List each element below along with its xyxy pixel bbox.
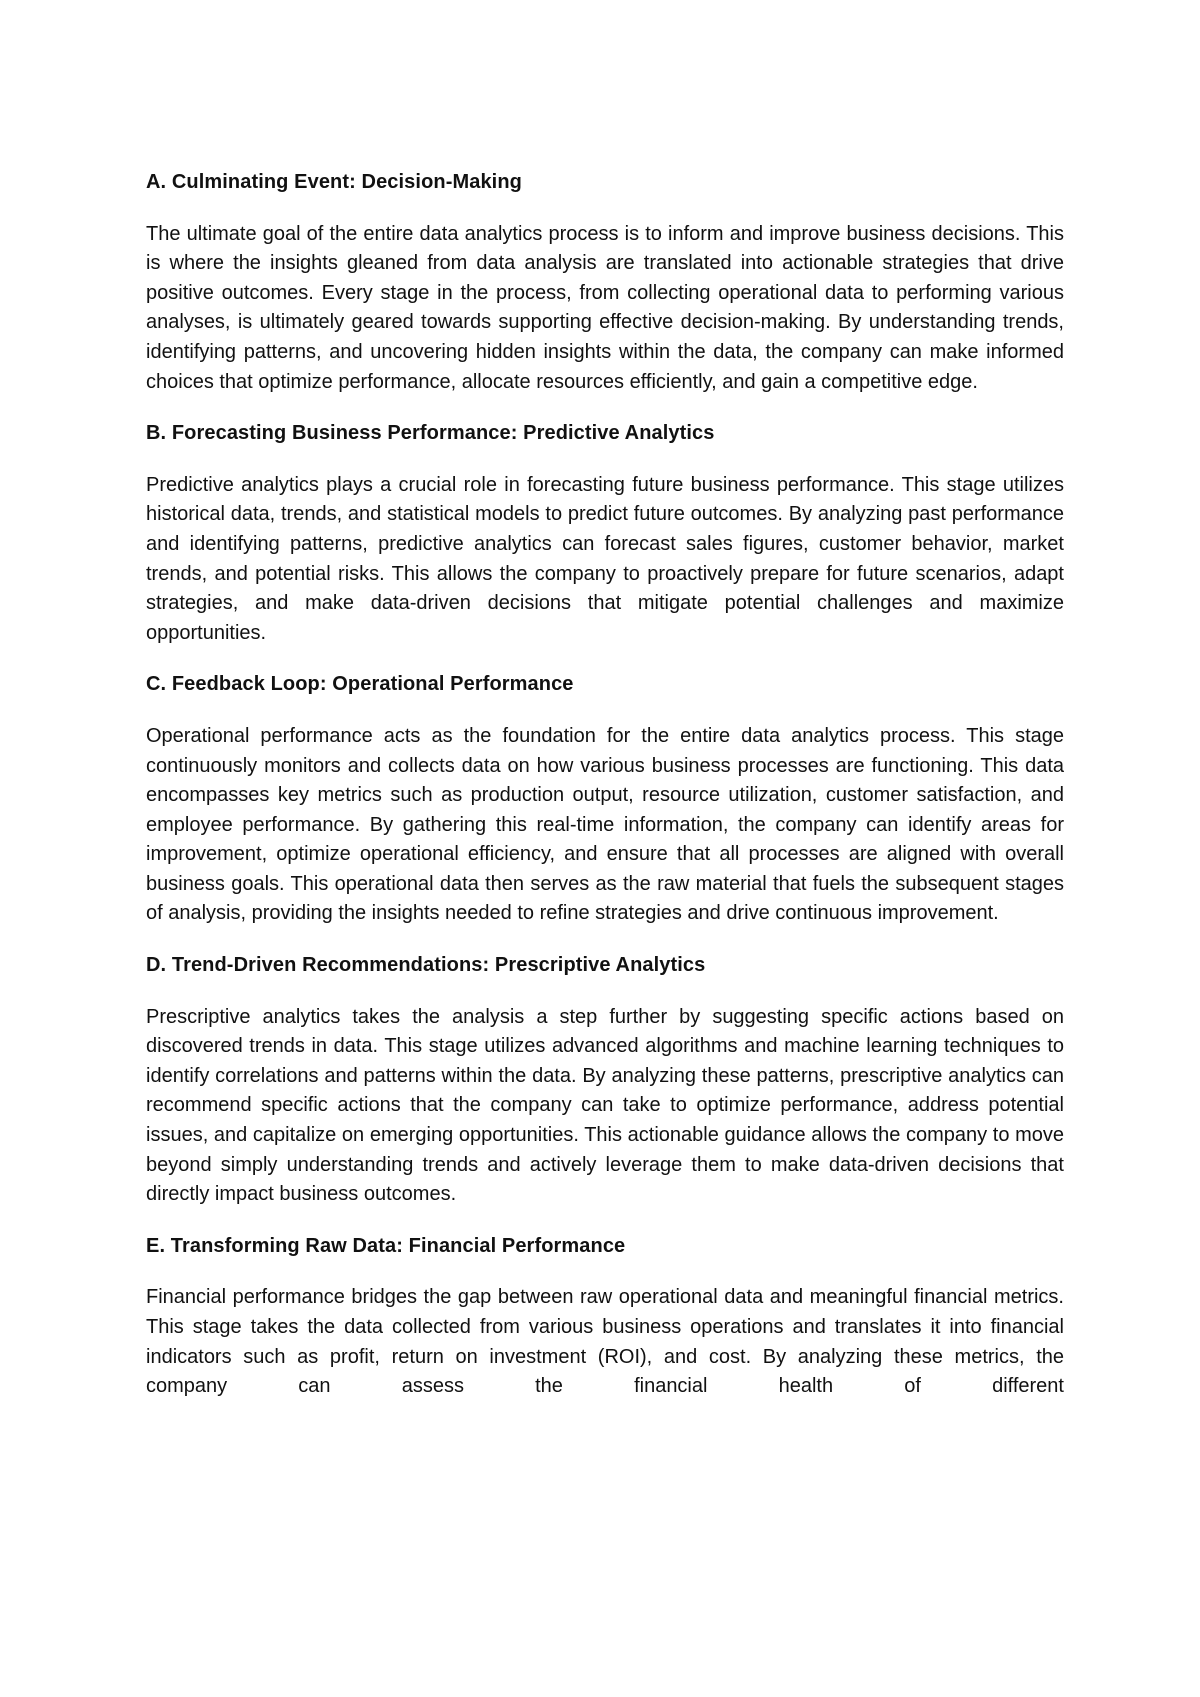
section-paragraph: Operational performance acts as the foundation for the entire data analytics process. This stage continuously monitors and collects data on how various business processes are functioning. This data encompasses key metrics such as production output, resource utilization, customer satisfaction, and employee performance. By gathering this real-time information, the company can identify areas for improvement, optimize operational efficiency, and ensure that all processes are aligned with overall business goals. This operational data then serves as the raw material that fuels the subsequent stages of analysis, providing the insights needed to refine strategies and drive continuous improvement. xyxy=(146,724,1064,925)
section-decision-making xyxy=(146,168,1064,397)
section-predictive-analytics xyxy=(146,419,1064,648)
section-paragraph: The ultimate goal of the entire data analytics process is to inform and improve business decisions. This is where the insights gleaned from data analysis are translated into actionable strategies that drive positive outcomes. Every stage in the process, from collecting operational data to performing various analyses, is ultimately geared towards supporting effective decision-making. By understanding trends, identifying patterns, and uncovering hidden insights within the data, the company can make informed choices that optimize performance, allocate resources efficiently, and gain a competitive edge. xyxy=(146,222,1064,393)
section-heading: C. Feedback Loop: Operational Performance xyxy=(146,673,574,696)
section-financial-performance xyxy=(146,1232,1064,1402)
section-paragraph: Prescriptive analytics takes the analysis a step further by suggesting specific actions based on discovered trends in data. This stage utilizes advanced algorithms and machine learning techniques to identify correlations and patterns within the data. By analyzing these patterns, prescriptive analytics can recommend specific actions that the company can take to optimize performance, address potential issues, and capitalize on emerging opportunities. This actionable guidance allows the company to move beyond simply understanding trends and actively leverage them to make data-driven decisions that directly impact business outcomes. xyxy=(146,1005,1064,1206)
section-paragraph: Predictive analytics plays a crucial role in forecasting future business performance. This stage utilizes historical data, trends, and statistical models to predict future outcomes. By analyzing past performance and identifying patterns, predictive analytics can forecast sales figures, customer behavior, market trends, and potential risks. This allows the company to proactively prepare for future scenarios, adapt strategies, and make data-driven decisions that mitigate potential challenges and maximize opportunities. xyxy=(146,473,1064,644)
section-heading: B. Forecasting Business Performance: Predictive Analytics xyxy=(146,422,715,445)
section-heading: D. Trend-Driven Recommendations: Prescriptive Analytics xyxy=(146,954,706,977)
document-page xyxy=(146,168,1064,1402)
section-heading: A. Culminating Event: Decision-Making xyxy=(146,171,522,193)
section-prescriptive-analytics xyxy=(146,951,1064,1210)
section-heading: E. Transforming Raw Data: Financial Performance xyxy=(146,1234,626,1257)
section-operational-performance xyxy=(146,670,1064,929)
section-paragraph: Financial performance bridges the gap between raw operational data and meaningful financial metrics. This stage takes the data collected from various business operations and translates it into financial indicators such as profit, return on investment (ROI), and cost. By analyzing these metrics, the company can assess the financial health of different xyxy=(146,1286,1064,1398)
